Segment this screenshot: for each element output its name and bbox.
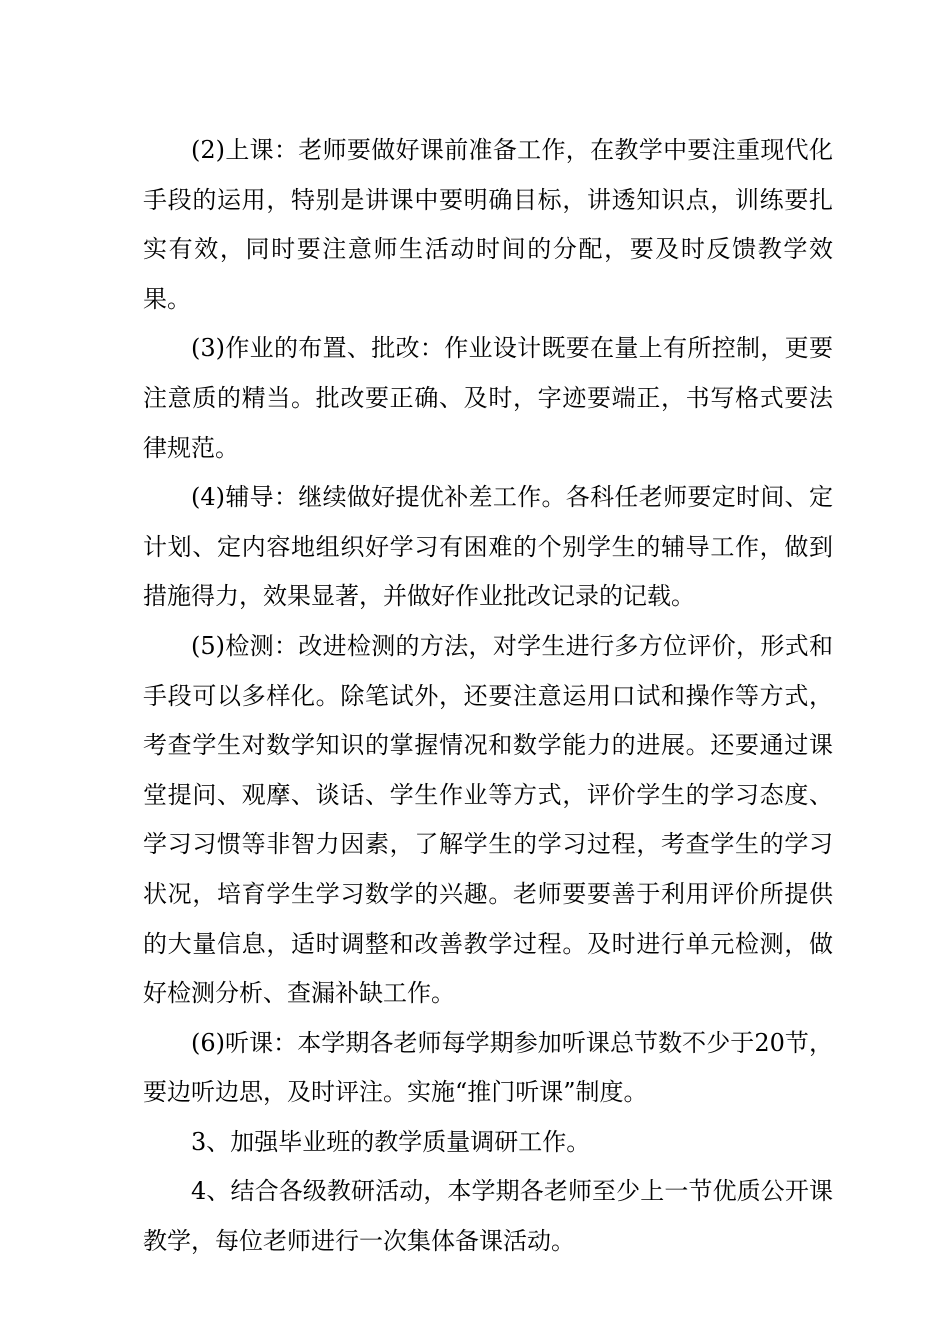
paragraph-assessment: (5)检测：改进检测的方法，对学生进行多方位评价，形式和手段可以多样化。除笔试外，还要注意运用口试和操作等方式，考查学生对数学知识的掌握情况和数学能力的进展。还要通过课堂提问、观摩、谈话、学生作业等方式，评价学生的学习态度、学习习惯等非智力因素，了解学生的学习过程，考查学生的学习状况，培育学生学习数学的兴趣。老师要要善于利用评价所提供的大量信息，适时调整和改善教学过程。及时进行单元检测，做好检测分析、查漏补缺工作。 [143,631,833,1008]
document-body [143,126,833,1267]
paragraph-homework: (3)作业的布置、批改：作业设计既要在量上有所控制，更要注意质的精当。批改要正确、及时，字迹要端正，书写格式要法律规范。 [143,334,833,462]
paragraph-tutoring: (4)辅导：继续做好提优补差工作。各科任老师要定时间、定计划、定内容地组织好学习有困难的个别学生的辅导工作，做到措施得力，效果显著，并做好作业批改记录的记载。 [143,483,833,611]
paragraph-graduating-class: 3、加强毕业班的教学质量调研工作。 [191,1127,591,1156]
paragraph-teaching-research: 4、结合各级教研活动，本学期各老师至少上一节优质公开课教学，每位老师进行一次集体备课活动。 [143,1177,833,1256]
paragraph-lesson: (2)上课：老师要做好课前准备工作，在教学中要注重现代化手段的运用，特别是讲课中要明确目标，讲透知识点，训练要扎实有效，同时要注意师生活动时间的分配，要及时反馈教学效果。 [143,136,833,313]
paragraph-lesson-observation: (6)听课：本学期各老师每学期参加听课总节数不少于20节，要边听边思，及时评注。实施“推门听课”制度。 [143,1028,833,1107]
